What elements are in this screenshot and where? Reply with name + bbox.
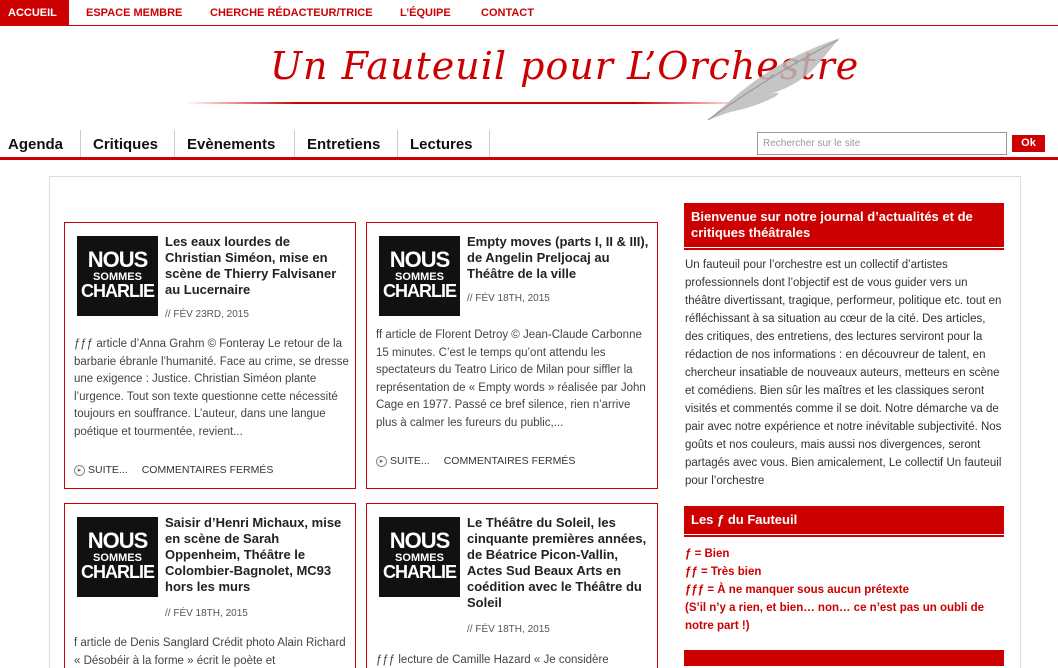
post-title[interactable]: Empty moves (parts I, II & III), de Angelin Preljocaj au Théâtre de la ville xyxy=(467,234,649,281)
rating-note: (S’il n’y a rien, et bien… non… ce n’est pas un oubli de notre part !) xyxy=(685,602,985,632)
post-card xyxy=(366,222,658,489)
post-title[interactable]: Le Théâtre du Soleil, les cinquante premières années, de Béatrice Picon-Vallin, Actes Sud Beaux Arts en coédition avec le Théâtre du Soleil xyxy=(467,515,647,610)
thumb-text-3: CHARLIE xyxy=(81,562,154,582)
comments-status: COMMENTAIRES FERMÉS xyxy=(141,464,274,476)
sidebar-next-box xyxy=(684,650,1004,666)
cat-agenda[interactable]: Agenda xyxy=(0,130,81,157)
cat-evenements[interactable]: Evènements xyxy=(179,130,295,157)
rating-item: ƒƒ = Très bien xyxy=(685,566,762,578)
post-meta xyxy=(74,464,273,476)
post-excerpt: f article de Denis Sanglard Crédit photo Alain Richard « Désobéir à la forme » écrit le poète et xyxy=(74,637,346,667)
welcome-title: Bienvenue sur notre journal d’actualités et de critiques théâtrales xyxy=(684,203,1004,247)
comments-status: COMMENTAIRES FERMÉS xyxy=(443,455,576,467)
nav-contact[interactable]: CONTACT xyxy=(481,7,534,19)
search-button[interactable]: Ok xyxy=(1012,135,1045,152)
thumb-text-1: NOUS xyxy=(87,247,148,272)
thumb-text-2: SOMMES xyxy=(93,552,142,564)
ratings-title: Les ƒ du Fauteuil xyxy=(684,506,1004,534)
nav-equipe[interactable]: L’ÉQUIPE xyxy=(400,7,451,19)
thumb-text-3: CHARLIE xyxy=(81,281,154,301)
cat-lectures[interactable]: Lectures xyxy=(402,130,490,157)
post-thumbnail[interactable] xyxy=(77,517,158,597)
search-input[interactable]: Rechercher sur le site xyxy=(757,132,1007,155)
read-more-link[interactable]: SUITE... xyxy=(88,464,128,476)
thumb-text-1: NOUS xyxy=(389,528,450,553)
rating-item: ƒƒƒ = À ne manquer sous aucun prétexte xyxy=(685,584,910,596)
rating-item: ƒ = Bien xyxy=(685,548,730,560)
post-thumbnail[interactable] xyxy=(379,236,460,316)
post-thumbnail[interactable] xyxy=(77,236,158,316)
top-navigation xyxy=(0,0,1058,26)
post-title[interactable]: Les eaux lourdes de Christian Siméon, mise en scène de Thierry Falvisaner au Lucernaire xyxy=(165,234,337,297)
post-date: // FÉV 23RD, 2015 xyxy=(165,309,249,320)
post-card xyxy=(64,503,356,668)
welcome-text: Un fauteuil pour l’orchestre est un collectif d’artistes professionnels dont l’objectif est de vous guider vers un théâtre divertissant, tragique, performeur, politique etc. tout en réfléchissant à sa situation au cœur de la cité. Des articles, des critiques, des entretiens, des lectures serviront pour la rédaction de nos informations : en découvreur de talent, en chercheur insatiable de nouveaux auteurs, metteurs en scène et comédiens. Bien sûr les maîtres et les classiques seront visités et commentés comme il se doit. Notre démarche va de pair avec notre expérience et notre inévitable subjectivité. Nos goûts et nos couleurs, mais aussi nos divergences, seront partagés avec vous. Bien amicalement, Le collectif Un fauteuil pour l’orchestre xyxy=(685,259,1002,487)
site-logo[interactable] xyxy=(180,32,860,127)
thumb-text-1: NOUS xyxy=(87,528,148,553)
post-title[interactable]: Saisir d’Henri Michaux, mise en scène de Sarah Oppenheim, Théâtre le Colombier-Bagnolet, MC93 hors les murs xyxy=(165,515,342,594)
feather-icon xyxy=(700,32,850,127)
logo-underline xyxy=(186,102,746,104)
post-card xyxy=(366,503,658,668)
nav-cherche-redacteur[interactable]: CHERCHE RÉDACTEUR/TRICE xyxy=(210,7,373,19)
thumb-text-2: SOMMES xyxy=(395,552,444,564)
post-card xyxy=(64,222,356,489)
post-excerpt: ff article de Florent Detroy © Jean-Claude Carbonne 15 minutes. C’est le temps qu’ont attendu les spectateurs du Teatro Lirico de Milan pour siffler la représentation de « Empty words » réalisée par John Cage en 1977. Passé ce bref silence, rien n’arrive plus à calmer les fureurs du public,... xyxy=(376,329,646,429)
thumb-text-3: CHARLIE xyxy=(383,562,456,582)
post-excerpt: ƒƒƒ lecture de Camille Hazard « Je considère xyxy=(376,654,609,666)
thumb-text-2: SOMMES xyxy=(93,271,142,283)
nav-espace-membre[interactable]: ESPACE MEMBRE xyxy=(86,7,183,19)
nav-accueil[interactable]: ACCUEIL xyxy=(0,0,69,26)
post-thumbnail[interactable] xyxy=(379,517,460,597)
post-date: // FÉV 18TH, 2015 xyxy=(165,608,248,619)
read-more-link[interactable]: SUITE... xyxy=(390,455,430,467)
ratings-list xyxy=(685,545,1010,635)
logo-text: Un Fauteuil pour L’Orchestre xyxy=(270,44,860,88)
arrow-circle-icon: ▸ xyxy=(74,465,85,476)
cat-entretiens[interactable]: Entretiens xyxy=(299,130,398,157)
post-date: // FÉV 18TH, 2015 xyxy=(467,293,550,304)
cat-critiques[interactable]: Critiques xyxy=(85,130,175,157)
post-excerpt: ƒƒƒ article d’Anna Grahm © Fonteray Le retour de la barbarie ébranle l’humanité. Face au crime, se dresse une exigence : Justice. Christian Siméon plante l’urgence. Tout son texte questionne cette nécessité toujours en souffrance. L’auteur, dans une langue poétique et tourmentée, revient... xyxy=(74,338,349,438)
thumb-text-2: SOMMES xyxy=(395,271,444,283)
arrow-circle-icon: ▸ xyxy=(376,456,387,467)
thumb-text-1: NOUS xyxy=(389,247,450,272)
post-date: // FÉV 18TH, 2015 xyxy=(467,624,550,635)
post-meta xyxy=(376,455,575,467)
thumb-text-3: CHARLIE xyxy=(383,281,456,301)
